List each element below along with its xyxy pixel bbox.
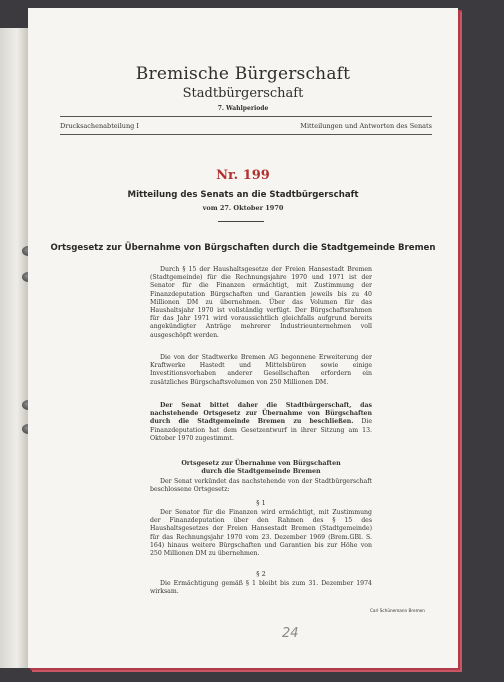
document-heading: Mitteilung des Senats an die Stadtbürgerschaft (127, 190, 359, 200)
category-label: Mitteilungen und Antworten des Senats (300, 122, 432, 130)
section-1-label: § 1 (256, 499, 266, 507)
divider (218, 221, 264, 222)
ordinance-intro: Der Senat verkündet das nachstehende von der Stadtbürgerschaft beschlossene Ortsgesetz: (150, 478, 372, 494)
pencil-page-mark: 24 (282, 626, 299, 641)
paragraph-1: Durch § 15 der Haushaltsgesetze der Freien Hansestadt Bremen (Stadtgemeinde) für die Rechnungsjahre 1970 und 1971 ist der Senator für die Finanzen ermächtigt, mit Zustimmung der Finanzdeputation Bürgschaften und Garantien jeweils bis zu 40 Millionen DM zu übernehmen. Über das Volumen für das Haushaltsjahr 1970 ist vollständig verfügt. Der Bürgschaftsrahmen für das Jahr 1971 wird voraussichtlich gleichfalls aufgrund bereits angekündigter Anträge mehrerer Industrieunternehmen voll ausgeschöpft werden. (150, 266, 372, 339)
paragraph-3-bold: Der Senat bittet daher die Stadtbürgerschaft, das nachstehende Ortsgesetz zur Übernahme von Bürgschaften durch die Stadtgemeinde Bremen zu beschließen. (150, 402, 372, 426)
law-title: Ortsgesetz zur Übernahme von Bürgschaften durch die Stadtgemeinde Bremen (50, 243, 436, 253)
header-rule-top (60, 116, 432, 117)
paragraph-2: Die von der Stadtwerke Bremen AG begonnene Erweiterung der Kraftwerke Hastedt und Mittelsbüren sowie einige Investitionsvorhaben anderer Gesellschaften erfordern ein zusätzliches Bürgschaftsvolumen von 250 Millionen DM. (150, 354, 372, 386)
document-page (28, 8, 458, 668)
binder-edge (0, 28, 28, 668)
paragraph-3-plain: Die Finanzdeputation hat dem Gesetzentwurf in ihrer Sitzung am 13. Oktober 1970 zugestimmt. (150, 418, 372, 442)
document-date: vom 27. Oktober 1970 (202, 204, 284, 212)
paragraph-3 (150, 402, 372, 443)
header-rule-bottom (60, 134, 432, 135)
letterhead (28, 64, 458, 112)
document-number: Nr. 199 (216, 168, 270, 183)
ordinance-title-line-2: durch die Stadtgemeinde Bremen (201, 468, 321, 476)
legislative-period: 7. Wahlperiode (217, 105, 269, 112)
section-1-text: Der Senator für die Finanzen wird ermächtigt, mit Zustimmung der Finanzdeputation über den Rahmen des § 15 des Haushaltsgesetzes der Freien Hansestadt Bremen (Stadtgemeinde) für das Rechnungsjahr 1970 vom 23. Dezember 1969 (Brem.GBl. S. 164) hinaus weitere Bürgschaften und Garantien bis zur Höhe von 250 Millionen DM zu übernehmen. (150, 509, 372, 558)
section-2-text: Die Ermächtigung gemäß § 1 bleibt bis zum 31. Dezember 1974 wirksam. (150, 580, 372, 596)
printer-imprint: Carl Schünemann Bremen (370, 608, 425, 613)
institution-subtitle: Stadtbürgerschaft (182, 86, 304, 101)
department-label: Drucksachenabteilung I (60, 122, 139, 130)
section-2-label: § 2 (256, 570, 266, 578)
ordinance-title-line-1: Ortsgesetz zur Übernahme von Bürgschaften (181, 460, 341, 467)
ordinance-title (150, 460, 372, 476)
institution-title: Bremische Bürgerschaft (135, 64, 351, 84)
